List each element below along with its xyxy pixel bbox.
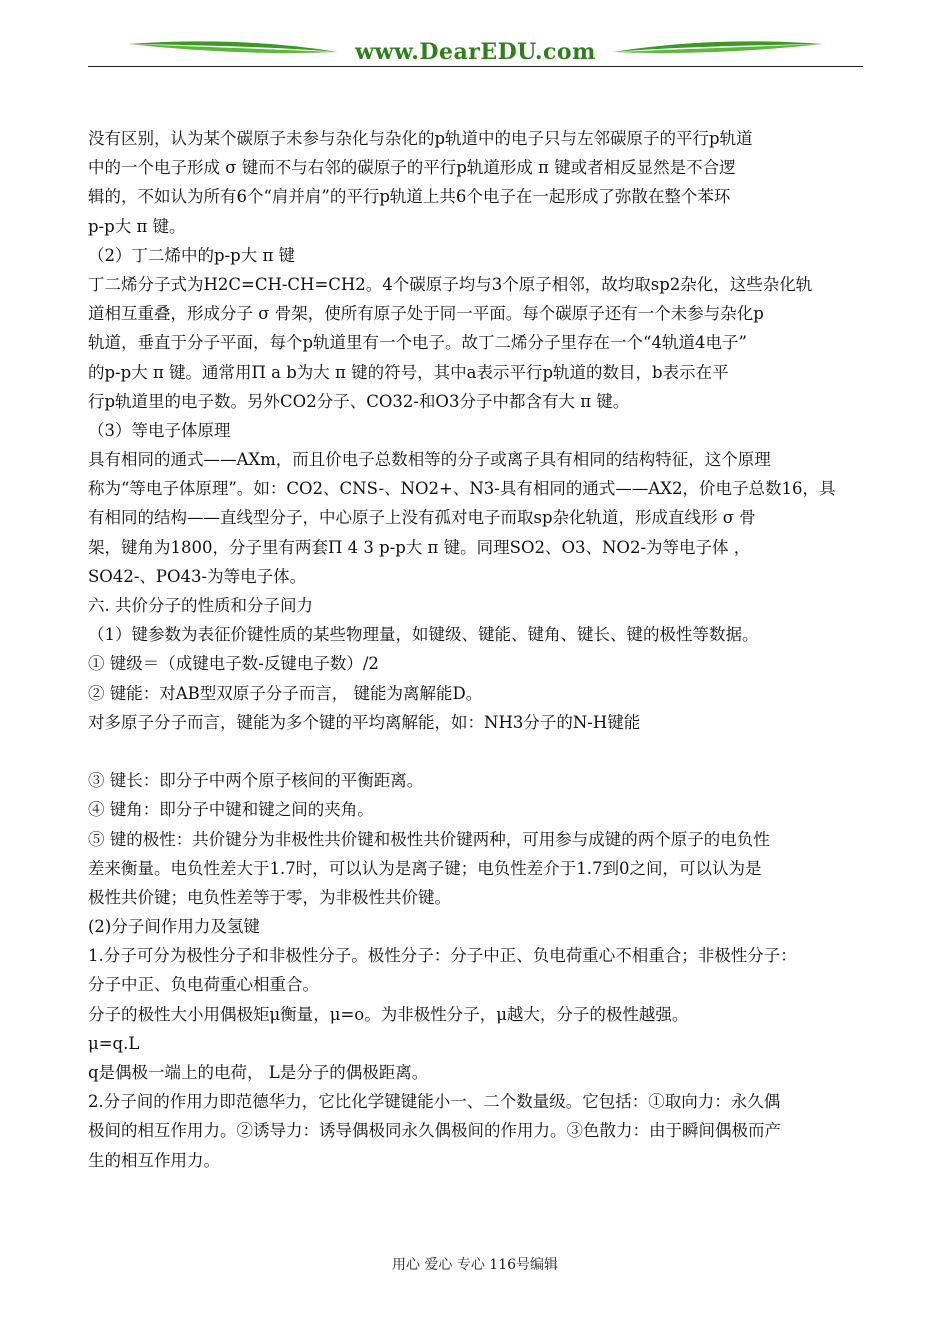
text-line: 称为“等电子体原理”。如：CO2、CNS-、NO2+、N3-具有相同的通式——AX2，价电子总数16，具 bbox=[88, 479, 836, 499]
text-line: 分子中正、负电荷重心相重合。 bbox=[88, 975, 319, 995]
text-line: （1）键参数为表征价键性质的某些物理量，如键级、键能、键角、键长、键的极性等数据。 bbox=[88, 625, 759, 645]
text-line: 道相互重叠，形成分子 σ 骨架，使所有原子处于同一平面。每个碳原子还有一个未参与杂化p bbox=[88, 304, 764, 324]
text-line: 有相同的结构——直线型分子，中心原子上没有孤对电子而取sp杂化轨道，形成直线形 σ 骨 bbox=[88, 508, 756, 528]
section-heading: (2)分子间作用力及氢键 bbox=[88, 917, 260, 937]
text-line: 中的一个电子形成 σ 键而不与右邻的碳原子的平行p轨道形成 π 键或者相反显然是不合逻 bbox=[88, 158, 736, 178]
page-footer: 用心 爱心 专心 116号编辑 bbox=[391, 1257, 559, 1273]
text-line: 极间的相互作用力。②诱导力：诱导偶极同永久偶极间的作用力。③色散力：由于瞬间偶极而产 bbox=[88, 1121, 781, 1141]
text-line: ⑤ 键的极性：共价键分为非极性共价键和极性共价键两种，可用参与成键的两个原子的电负性 bbox=[88, 829, 770, 849]
text-line: SO42-、PO43-为等电子体。 bbox=[88, 566, 307, 586]
text-line: p-p大 π 键。 bbox=[88, 216, 186, 236]
text-line: ④ 键角：即分子中键和键之间的夹角。 bbox=[88, 800, 374, 820]
text-line: 生的相互作用力。 bbox=[88, 1150, 220, 1170]
text-line: 对多原子分子而言，键能为多个键的平均离解能，如：NH3分子的N-H键能 bbox=[88, 712, 641, 732]
document-body bbox=[88, 124, 868, 1175]
text-line: ② 键能：对AB型双原子分子而言， 键能为离解能D。 bbox=[88, 683, 483, 703]
site-header bbox=[88, 36, 863, 70]
site-logo-text: www.DearEDU.com bbox=[355, 39, 596, 65]
section-heading: 六. 共价分子的性质和分子间力 bbox=[88, 596, 313, 615]
text-line: 的p-p大 π 键。通常用Π a b为大 π 键的符号，其中a表示平行p轨道的数目，b表示在平 bbox=[88, 362, 729, 382]
section-heading: （3）等电子体原理 bbox=[88, 420, 231, 440]
text-line: 没有区别，认为某个碳原子未参与杂化与杂化的p轨道中的电子只与左邻碳原子的平行p轨道 bbox=[88, 129, 753, 148]
blank-line bbox=[88, 737, 868, 766]
text-line: 架，键角为1800，分子里有两套Π 4 3 p-p大 π 键。同理SO2、O3、NO2-为等电子体 ， bbox=[88, 537, 751, 557]
text-line: 1.分子可分为极性分子和非极性分子。极性分子：分子中正、负电荷重心不相重合；非极性分子： bbox=[88, 946, 797, 966]
text-line: 丁二烯分子式为H2C=CH-CH=CH2。4个碳原子均与3个原子相邻，故均取sp2杂化，这些杂化轨 bbox=[88, 274, 813, 294]
text-line: μ=q.L bbox=[88, 1033, 140, 1053]
text-line: ① 键级＝（成键电子数-反键电子数）/2 bbox=[88, 654, 379, 674]
section-heading: （2）丁二烯中的p-p大 π 键 bbox=[88, 245, 296, 265]
text-line: 分子的极性大小用偶极矩μ衡量，μ=o。为非极性分子，μ越大，分子的极性越强。 bbox=[88, 1004, 689, 1024]
text-line: 2.分子间的作用力即范德华力，它比化学键键能小一、二个数量级。它包括：①取向力：永久偶 bbox=[88, 1092, 781, 1112]
text-line: ③ 键长：即分子中两个原子核间的平衡距离。 bbox=[88, 771, 424, 791]
text-line: 差来衡量。电负性差大于1.7时，可以认为是离子键；电负性差介于1.7到0之间，可以认为是 bbox=[88, 858, 762, 878]
text-line: 具有相同的通式——AXm，而且价电子总数相等的分子或离子具有相同的结构特征，这个原理 bbox=[88, 450, 771, 470]
text-line: q是偶极一端上的电荷， L是分子的偶极距离。 bbox=[88, 1063, 429, 1082]
text-line: 行p轨道里的电子数。另外CO2分子、CO32-和O3分子中都含有大 π 键。 bbox=[88, 391, 630, 411]
header-rule bbox=[88, 66, 863, 67]
text-line: 轨道，垂直于分子平面，每个p轨道里有一个电子。故丁二烯分子里存在一个“4轨道4电子” bbox=[88, 333, 747, 353]
text-line: 极性共价键；电负性差等于零，为非极性共价键。 bbox=[88, 887, 451, 907]
text-line: 辑的，不如认为所有6个“肩并肩”的平行p轨道上共6个电子在一起形成了弥散在整个苯环 bbox=[88, 187, 731, 207]
